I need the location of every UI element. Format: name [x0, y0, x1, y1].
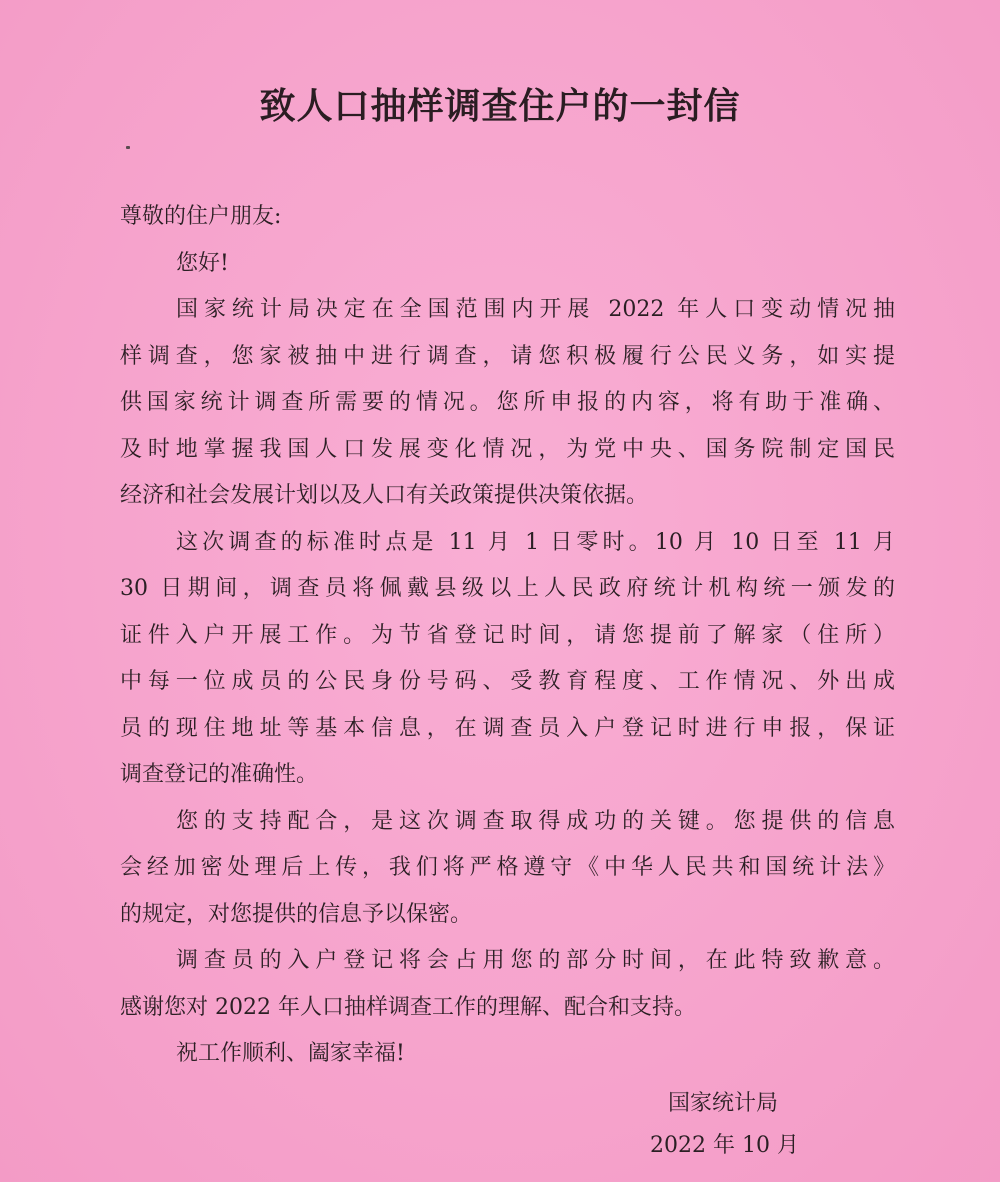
letter-line: 中每一位成员的公民身份号码、受教育程度、工作情况、外出成: [120, 669, 895, 694]
letter-line: 的规定，对您提供的信息予以保密。: [120, 901, 473, 927]
letter-line: 调查登记的准确性。: [120, 762, 319, 787]
letter-body: [120, 194, 895, 1078]
paper-speck: [126, 146, 130, 149]
letter-line: 调查员的入户登记将会占用您的部分时间，在此特致歉意。: [176, 948, 895, 973]
letter-line: 经济和社会发展计划以及人口有关政策提供决策依据。: [120, 483, 649, 508]
signature-date: 2022 年 10 月: [650, 1133, 799, 1158]
letter-line: 及时地掌握我国人口发展变化情况，为党中央、国务院制定国民: [120, 436, 895, 462]
letter-line: 会经加密处理后上传，我们将严格遵守《中华人民共和国统计法》: [120, 855, 895, 880]
letter-line: 国家统计局决定在全国范围内开展 2022 年人口变动情况抽: [176, 297, 895, 322]
greeting: 尊敬的住户朋友:: [120, 204, 282, 229]
signature-organization: 国家统计局: [668, 1091, 779, 1116]
letter-line: 祝工作顺利、阖家幸福!: [176, 1041, 405, 1066]
letter-line: 员的现住地址等基本信息，在调查员入户登记时进行申报，保证: [120, 715, 895, 741]
letter-line: 这次调查的标准时点是 11 月 1 日零时。10 月 10 日至 11 月: [176, 529, 895, 555]
letter-line: 30 日期间，调查员将佩戴县级以上人民政府统计机构统一颁发的: [120, 576, 895, 601]
letter-paragraphs: [120, 287, 895, 1078]
salutation: 您好!: [176, 250, 229, 276]
letter-line: 证件入户开展工作。为节省登记时间，请您提前了解家（住所）: [120, 622, 895, 648]
letter-line: 感谢您对 2022 年人口抽样调查工作的理解、配合和支持。: [120, 994, 696, 1020]
letter-line: 供国家统计调查所需要的情况。您所申报的内容，将有助于准确、: [120, 390, 895, 415]
letter-title: 致人口抽样调查住户的一封信: [259, 86, 741, 127]
letter-line: 样调查，您家被抽中进行调查，请您积极履行公民义务，如实提: [120, 343, 895, 369]
letter-line: 您的支持配合，是这次调查取得成功的关键。您提供的信息: [176, 808, 895, 834]
